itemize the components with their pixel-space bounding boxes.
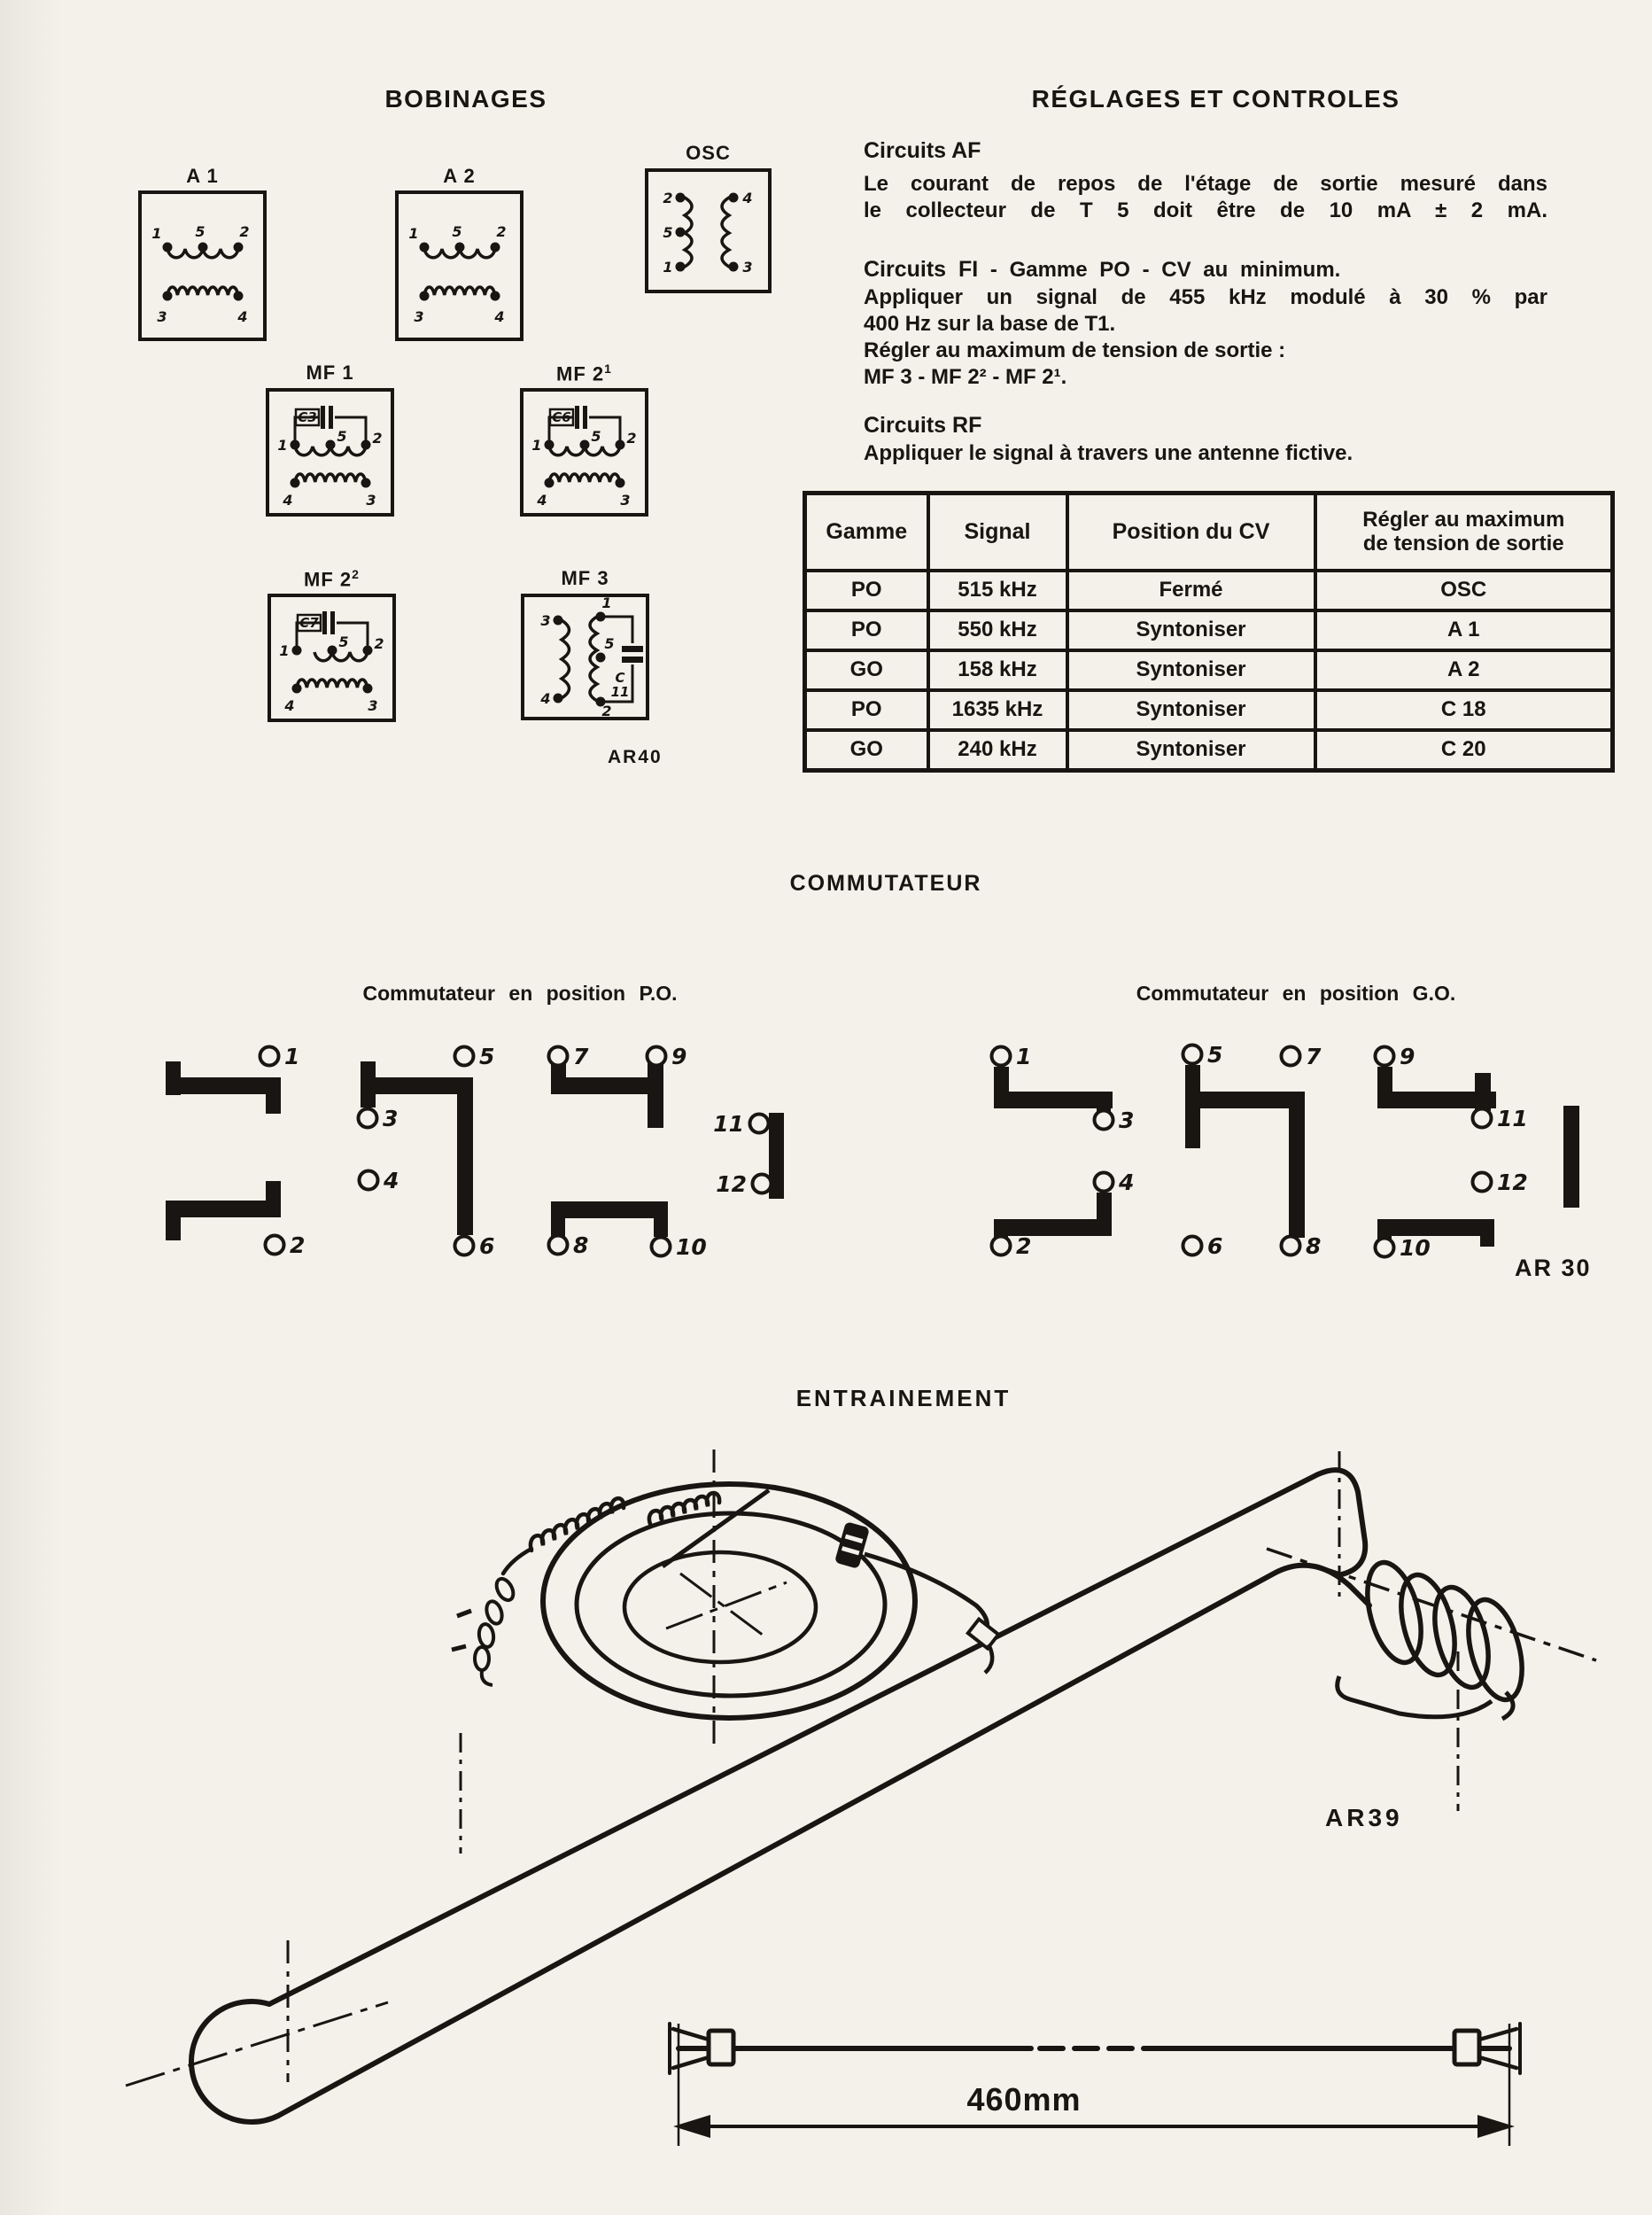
terminal-number: 2: [1016, 1233, 1032, 1259]
caption-commutateur-po: Commutateur en position P.O.: [362, 982, 678, 1005]
cell-signal: 1635 kHz: [928, 690, 1067, 730]
cell-position: Syntoniser: [1067, 730, 1315, 771]
table-row: [805, 730, 1613, 771]
terminal-number: 6: [479, 1233, 495, 1259]
paragraph-fi-line2: 400 Hz sur la base de T1.: [864, 312, 1116, 336]
cell-position: Syntoniser: [1067, 610, 1315, 650]
table-header-row: [805, 494, 1613, 571]
heading-circuits-rf: Circuits RF: [864, 413, 982, 438]
cell-signal: 158 kHz: [928, 650, 1067, 690]
cell-regler: OSC: [1315, 571, 1613, 610]
pin-number: 5: [452, 223, 462, 240]
cell-signal: 240 kHz: [928, 730, 1067, 771]
terminal-number: 10: [676, 1234, 707, 1260]
coil-winding-bottom: [295, 474, 366, 482]
pin-number: 4: [237, 308, 248, 325]
capacitor-label: C: [615, 670, 625, 686]
coil-pins: [545, 440, 625, 488]
cell-position: Syntoniser: [1067, 650, 1315, 690]
pin-number: 3: [414, 308, 424, 325]
pin-number: 1: [151, 225, 162, 242]
terminal-number: 11: [713, 1111, 744, 1137]
ref-ar39: AR39: [1325, 1804, 1403, 1831]
cell-gamme: PO: [805, 610, 928, 650]
terminal-number: 1: [1016, 1044, 1032, 1069]
coil-label-a2: [395, 165, 524, 188]
heading-circuits-af: Circuits AF: [864, 138, 981, 163]
pin-number: 4: [742, 190, 753, 206]
terminal-number: 3: [383, 1106, 399, 1131]
coil-mf2-2-diagram: [268, 594, 396, 722]
ref-ar40: AR40: [608, 747, 663, 767]
terminal-number: 5: [479, 1044, 495, 1069]
coil-a2-diagram: [395, 190, 524, 341]
cell-signal: 550 kHz: [928, 610, 1067, 650]
cell-regler: A 1: [1315, 610, 1613, 650]
capacitor-label: C6: [552, 409, 571, 425]
terminal-number: 8: [573, 1232, 589, 1258]
coil-label-osc-text: OSC: [686, 142, 731, 164]
dial-cord: [670, 2024, 1520, 2073]
heading-circuits-fi: [864, 257, 1547, 283]
col-header-gamme: Gamme: [805, 494, 928, 571]
pin-number: 2: [239, 223, 250, 240]
pin-number: 1: [531, 437, 542, 454]
coil-label-mf2-1: [520, 361, 648, 385]
terminal-number: 2: [290, 1232, 306, 1258]
cell-regler: C 18: [1315, 690, 1613, 730]
pin-number: 5: [591, 428, 601, 445]
capacitor-label: C3: [298, 409, 317, 425]
switch-diagram-po: [159, 1030, 797, 1270]
pin-number: 1: [601, 595, 612, 611]
terminal-number: 12: [716, 1171, 747, 1197]
terminal-number: 3: [1119, 1108, 1135, 1133]
heading-circuits-fi-rest: - Gamme PO - CV au minimum.: [978, 258, 1341, 282]
pin-number: 4: [284, 697, 295, 714]
pin-number: 1: [663, 259, 673, 276]
coil-label-a2-text: A 2: [443, 165, 476, 187]
coil-mf3-diagram: [521, 594, 649, 720]
cell-gamme: PO: [805, 690, 928, 730]
switch-terminals: [260, 1047, 772, 1256]
terminal-number: 9: [1400, 1044, 1415, 1069]
dial-drum: [543, 1449, 915, 1745]
coil-label-mf2-2-sup: 2: [352, 567, 360, 581]
coil-label-mf2-1-text: MF 2: [556, 362, 605, 385]
col-header-position: Position du CV: [1067, 494, 1315, 571]
terminal-number: 4: [384, 1168, 399, 1193]
cell-position: Fermé: [1067, 571, 1315, 610]
dimension-460mm: [673, 2024, 1515, 2146]
pin-number: 5: [195, 223, 206, 240]
coil-label-mf2-1-sup: 1: [604, 361, 612, 376]
terminal-number: 11: [1497, 1106, 1528, 1131]
paragraph-rf-line1: Appliquer le signal à travers une antenne fictive.: [864, 441, 1353, 465]
switch-bars: [166, 1061, 784, 1240]
coil-label-mf2-2: [268, 567, 396, 591]
coil-a1-diagram: [138, 190, 267, 341]
coil-label-mf3: [521, 567, 649, 590]
coil-label-mf2-2-text: MF 2: [304, 568, 353, 591]
cell-gamme: PO: [805, 571, 928, 610]
pin-number: 1: [277, 437, 288, 454]
dimension-label: 460mm: [966, 2081, 1082, 2118]
pin-number: 3: [366, 492, 376, 509]
terminal-number: 9: [671, 1044, 687, 1069]
pin-number: 1: [408, 225, 419, 242]
pin-number: 5: [338, 633, 349, 650]
coil-pins: [163, 243, 244, 301]
cell-gamme: GO: [805, 730, 928, 771]
pin-number: 2: [626, 430, 637, 447]
pin-number: 4: [537, 492, 547, 509]
pin-number: 3: [540, 612, 551, 629]
page-scan-edge: [0, 0, 62, 2215]
pin-number: 5: [604, 635, 615, 652]
paragraph-fi-line1: Appliquer un signal de 455 kHz modulé à 30 % par: [864, 285, 1547, 309]
terminal-number: 10: [1400, 1235, 1431, 1261]
coil-mf2-1-diagram: [520, 388, 648, 517]
col-header-regler-line1: Régler au maximum: [1362, 508, 1565, 532]
pin-number: 2: [496, 223, 507, 240]
coil-pins: [420, 243, 500, 301]
coil-label-mf1: [266, 361, 394, 385]
terminal-number: 7: [1306, 1044, 1322, 1069]
table-row: [805, 690, 1613, 730]
col-header-regler: [1315, 494, 1613, 571]
terminal-number: 1: [284, 1044, 300, 1069]
coil-label-mf3-text: MF 3: [561, 567, 609, 589]
col-header-signal: Signal: [928, 494, 1067, 571]
pin-number: 2: [374, 635, 384, 652]
coil-winding-bottom: [297, 680, 368, 688]
coil-pins: [291, 440, 371, 488]
coil-winding-top: [314, 652, 368, 661]
heading-circuits-fi-bold: Circuits FI: [864, 257, 979, 282]
terminal-number: 7: [573, 1044, 589, 1069]
paragraph-af-line1: Le courant de repos de l'étage de sortie mesuré dans: [864, 172, 1547, 196]
terminal-number: 4: [1119, 1170, 1135, 1195]
cell-gamme: GO: [805, 650, 928, 690]
coil-label-a1: [138, 165, 267, 188]
caption-commutateur-go: Commutateur en position G.O.: [1136, 982, 1456, 1005]
paragraph-af-line2: le collecteur de T 5 doit être de 10 mA ± 2 mA.: [864, 198, 1547, 222]
pin-number: 4: [283, 492, 293, 509]
capacitor-label: 11: [610, 684, 630, 700]
switch-bars: [994, 1065, 1579, 1247]
section-title-entrainement: ENTRAINEMENT: [795, 1385, 1012, 1411]
pin-number: 5: [663, 224, 673, 241]
pin-number: 4: [540, 690, 551, 707]
terminal-number: 8: [1306, 1233, 1322, 1259]
pin-number: 2: [372, 430, 383, 447]
coil-osc-diagram: [645, 168, 772, 293]
coil-pins: [292, 646, 373, 694]
coil-winding-bottom: [167, 287, 238, 295]
coil-label-a1-text: A 1: [186, 165, 219, 187]
reglages-table: [803, 491, 1615, 773]
coil-mf1-diagram: [266, 388, 394, 517]
cell-regler: A 2: [1315, 650, 1613, 690]
col-header-regler-line2: de tension de sortie: [1362, 532, 1564, 556]
pin-number: 5: [337, 428, 347, 445]
paragraph-fi-line4: MF 3 - MF 2² - MF 2¹.: [864, 365, 1067, 389]
coil-winding-left: [558, 620, 570, 698]
coil-winding-bottom: [549, 474, 620, 482]
cell-position: Syntoniser: [1067, 690, 1315, 730]
pin-number: 3: [620, 492, 631, 509]
section-title-bobinages: BOBINAGES: [384, 85, 547, 113]
table-row: [805, 571, 1613, 610]
pin-number: 3: [368, 697, 378, 714]
pin-number: 4: [494, 308, 505, 325]
coil-winding-right: [722, 198, 733, 267]
table-row: [805, 650, 1613, 690]
table-row: [805, 610, 1613, 650]
cell-signal: 515 kHz: [928, 571, 1067, 610]
terminal-number: 12: [1497, 1170, 1528, 1195]
terminal-number: 6: [1207, 1233, 1223, 1259]
terminal-number: 5: [1207, 1042, 1223, 1068]
capacitor-label: C7: [299, 615, 319, 631]
coil-winding-bottom: [424, 287, 495, 295]
paragraph-fi-line3: Régler au maximum de tension de sortie :: [864, 338, 1286, 362]
section-title-reglages: RÉGLAGES ET CONTROLES: [1031, 85, 1400, 113]
drive-mechanism-drawing: [89, 1435, 1612, 2153]
coil-label-mf1-text: MF 1: [306, 361, 354, 384]
pin-number: 1: [279, 642, 290, 659]
drum-chain: [452, 1576, 516, 1685]
pin-number: 3: [157, 308, 167, 325]
cell-regler: C 20: [1315, 730, 1613, 771]
coil-label-osc: [645, 142, 772, 165]
pin-number: 3: [742, 259, 753, 276]
ref-ar30: AR 30: [1515, 1255, 1592, 1281]
section-title-commutateur: COMMUTATEUR: [789, 871, 982, 896]
pin-number: 2: [663, 190, 673, 206]
pin-number: 2: [601, 703, 612, 719]
